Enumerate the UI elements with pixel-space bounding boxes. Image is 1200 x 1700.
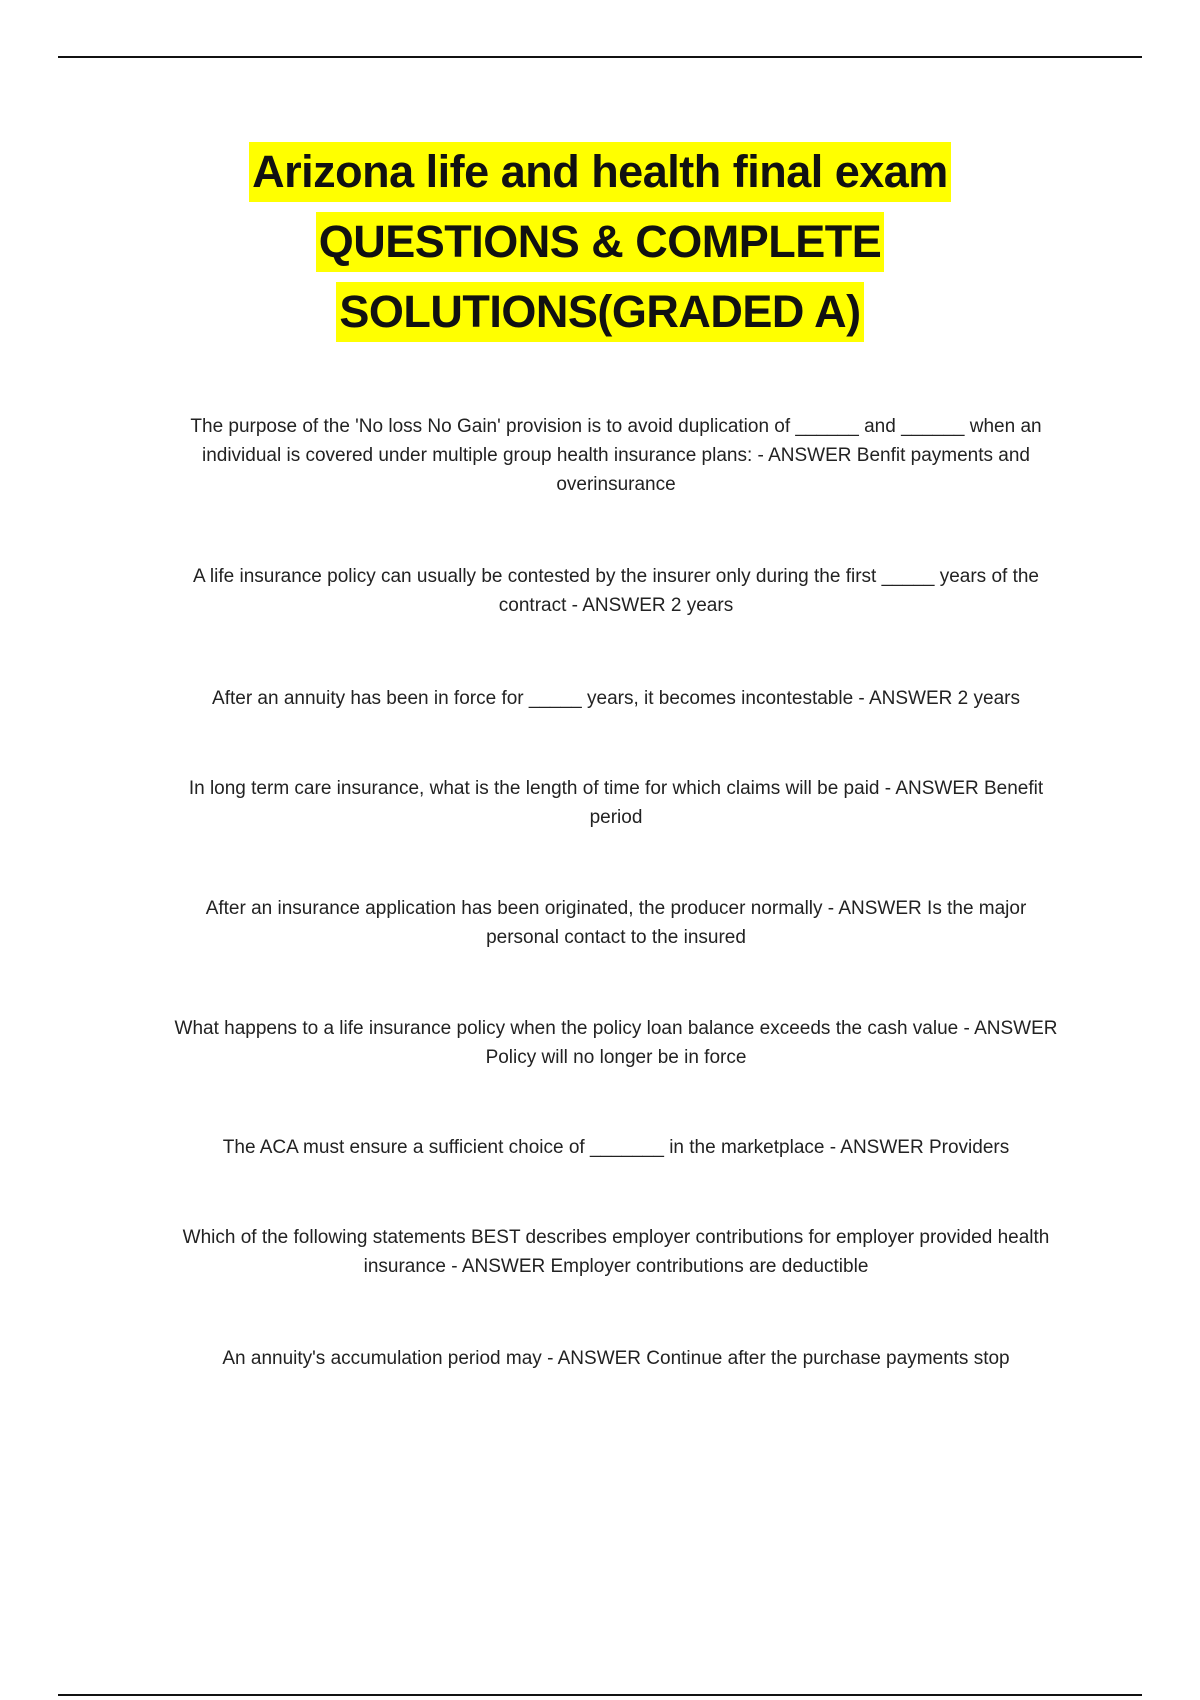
qa-item-9: An annuity's accumulation period may - ANSWER Continue after the purchase payments stop	[222, 1348, 1010, 1369]
qa-item-5: After an insurance application has been originated, the producer normally - ANSWER Is the major personal contact to the insured	[205, 898, 1027, 948]
title-line-3: SOLUTIONS(GRADED A)	[336, 282, 863, 342]
title-line-1: Arizona life and health final exam	[249, 142, 951, 202]
title-line-2: QUESTIONS & COMPLETE	[316, 212, 885, 272]
qa-item-2: A life insurance policy can usually be contested by the insurer only during the first _____ years of the contract - ANSWER 2 years	[193, 566, 1039, 616]
qa-item-3: After an annuity has been in force for _____ years, it becomes incontestable - ANSWER 2 years	[212, 688, 1020, 709]
header-rule	[58, 56, 1142, 58]
footer-rule	[58, 1694, 1142, 1696]
document-title	[100, 142, 1100, 352]
qa-item-8: Which of the following statements BEST describes employer contributions for employer provided health insurance - ANSWER Employer contributions are deductible	[182, 1227, 1050, 1277]
qa-item-4: In long term care insurance, what is the length of time for which claims will be paid - ANSWER Benefit period	[188, 778, 1044, 828]
qa-item-7: The ACA must ensure a sufficient choice of _______ in the marketplace - ANSWER Providers	[222, 1137, 1010, 1158]
qa-item-1: The purpose of the 'No loss No Gain' provision is to avoid duplication of ______ and ______ when an individual is covered under multiple group health insurance plans: - ANSWER Benfit payments and overinsurance	[190, 416, 1042, 495]
qa-item-6: What happens to a life insurance policy when the policy loan balance exceeds the cash value - ANSWER Policy will no longer be in force	[174, 1018, 1058, 1068]
